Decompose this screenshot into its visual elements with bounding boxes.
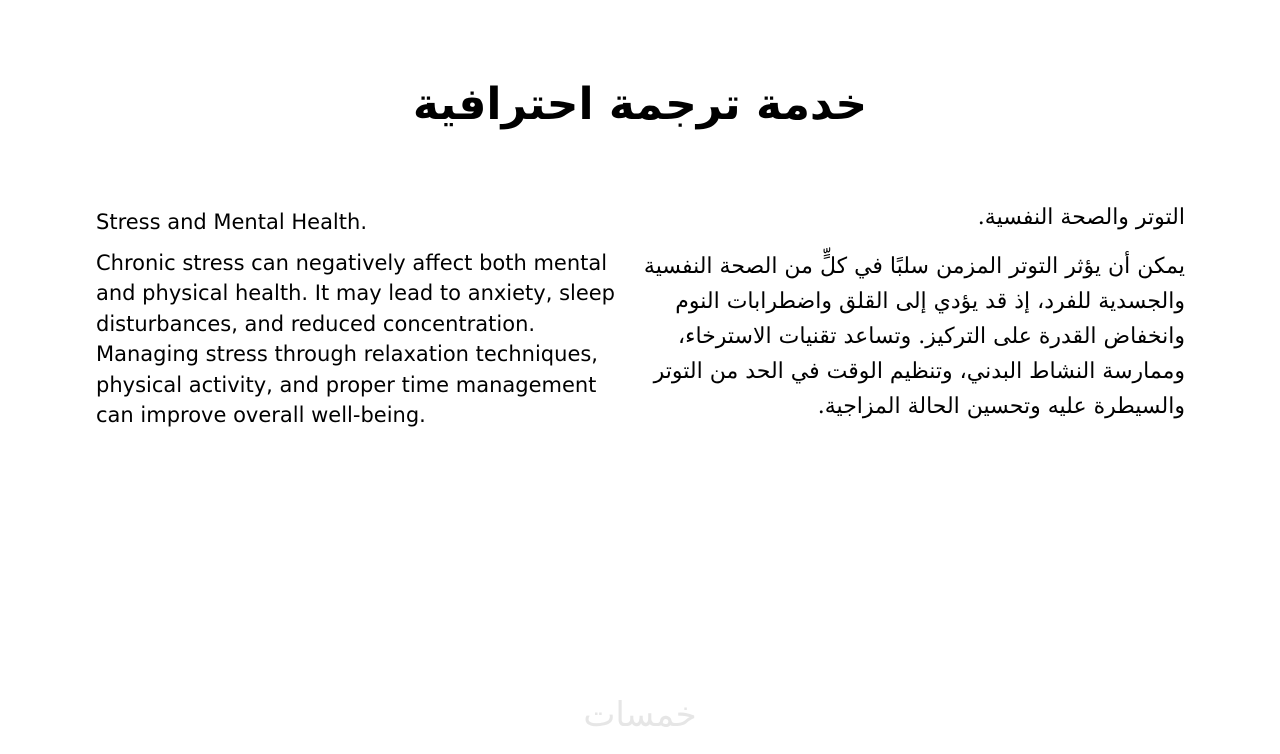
arabic-body: يمكن أن يؤثر التوتر المزمن سلبًا في كلٍّ من الصحة النفسية والجسدية للفرد، إذ قد يؤدي إلى القلق واضطرابات النوم وانخفاض القدرة على التركيز. وتساعد تقنيات الاسترخاء، وممارسة النشاط البدني، وتنظيم الوقت في الحد من التوتر والسيطرة عليه وتحسين الحالة المزاجية. <box>643 254 1185 419</box>
arabic-heading: التوتر والصحة النفسية. <box>977 205 1185 230</box>
khamsat-watermark-logo: خمسات <box>583 695 697 735</box>
english-column <box>96 207 636 431</box>
english-body: Chronic stress can negatively affect both mental and physical health. It may lead to anxiety, sleep disturbances, and reduced concentration. Managing stress through relaxation techniques, physical activity, and proper time management can improve overall well-being. <box>96 250 616 427</box>
arabic-column <box>640 200 1185 424</box>
english-heading: Stress and Mental Health. <box>96 210 367 234</box>
slide-title: خدمة ترجمة احترافية <box>412 79 868 130</box>
